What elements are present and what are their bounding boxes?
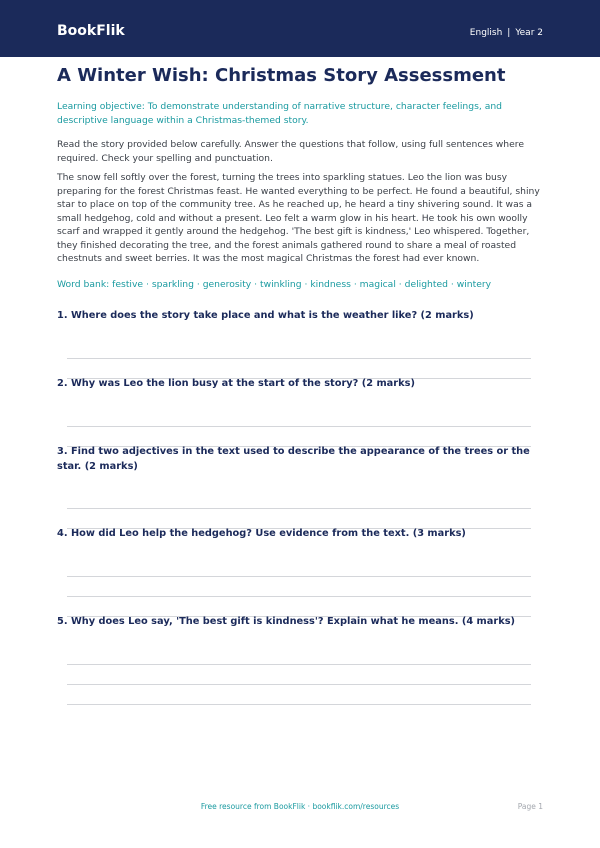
footer-text: Free resource from BookFlik · bookflik.com/resources	[200, 802, 400, 811]
meta-separator: |	[507, 28, 511, 38]
answer-line[interactable]	[67, 596, 531, 597]
brand-logo-text: BookFlik	[57, 23, 125, 39]
question-5: 5. Why does Leo say, 'The best gift is kindness'? Explain what he means. (4 marks)	[57, 616, 516, 627]
page-number: Page 1	[517, 802, 543, 811]
answer-line[interactable]	[67, 426, 531, 427]
page-header	[0, 0, 600, 57]
answer-line[interactable]	[67, 704, 531, 705]
answer-line[interactable]	[67, 684, 531, 685]
question-2: 2. Why was Leo the lion busy at the start of the story? (2 marks)	[57, 378, 415, 389]
subject-label: English	[469, 28, 503, 38]
answer-line[interactable]	[67, 664, 531, 665]
year-label: Year 2	[515, 28, 543, 38]
learning-objective: Learning objective: To demonstrate understanding of narrative structure, character feelings, and descriptive language within a Christmas-themed story.	[57, 101, 503, 126]
answer-line[interactable]	[67, 358, 531, 359]
answer-line[interactable]	[67, 576, 531, 577]
question-1: 1. Where does the story take place and what is the weather like? (2 marks)	[57, 310, 474, 321]
question-3: 3. Find two adjectives in the text used to describe the appearance of the trees or the star. (2 marks)	[57, 446, 530, 472]
question-4: 4. How did Leo help the hedgehog? Use evidence from the text. (3 marks)	[57, 528, 466, 539]
page-title: A Winter Wish: Christmas Story Assessment	[57, 65, 506, 86]
subject-year-label	[470, 27, 543, 39]
answer-line[interactable]	[67, 508, 531, 509]
word-bank: Word bank: festive · sparkling · generosity · twinkling · kindness · magical · delighted · wintery	[57, 279, 492, 290]
story-paragraph: The snow fell softly over the forest, turning the trees into sparkling statues. Leo the lion was busy preparing for the forest Christmas feast. He wanted everything to be perfect. He found a beautiful, shiny star to place on top of the community tree. As he reached up, he heard a tiny shivering sound. It was a small hedgehog, cold and without a present. Leo felt a warm glow in his heart. He took his own woolly scarf and wrapped it gently around the hedgehog. 'The best gift is kindness,' Leo whispered. Together, they finished decorating the tree, and the forest animals gathered round to share a meal of roasted chestnuts and sweet berries. It was the most magical Christmas the forest had ever known.	[57, 172, 540, 264]
instructions-paragraph: Read the story provided below carefully. Answer the questions that follow, using full sentences where required. Check your spelling and punctuation.	[57, 139, 524, 164]
